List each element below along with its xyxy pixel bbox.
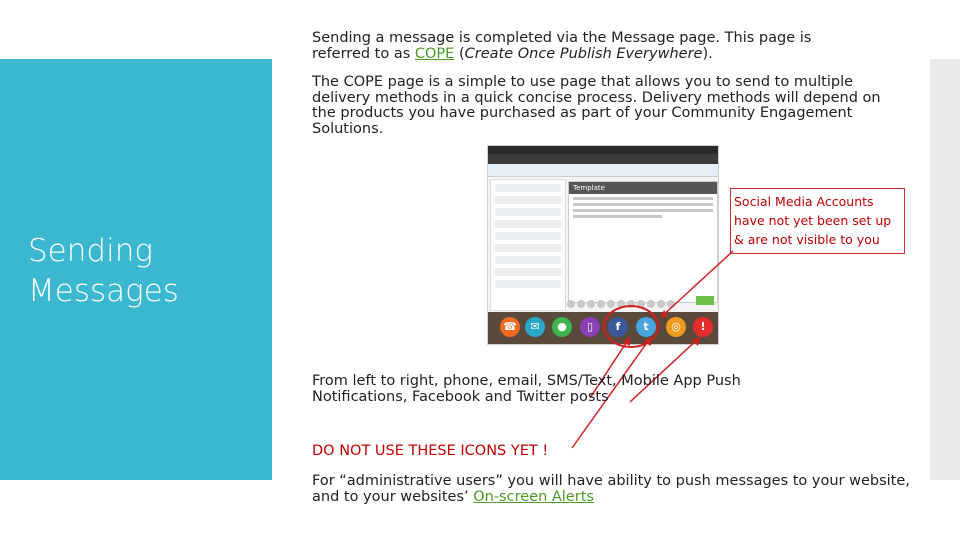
intro-text-end: ).	[702, 45, 713, 62]
alert-icon[interactable]: !	[693, 317, 713, 337]
admin-paragraph	[312, 474, 912, 505]
cope-description: The COPE page is a simple to use page that allows you to send to multiple delivery methods in a quick concise process. Delivery methods will depend on the products you have purchased as part of your Community Engagement Solutions.	[312, 74, 881, 137]
phone-icon[interactable]: ☎	[500, 317, 520, 337]
section-title-line1: Sending	[28, 233, 153, 269]
arrowhead-facebook	[623, 337, 630, 346]
cope-link[interactable]: COPE	[414, 45, 455, 62]
warning-text: DO NOT USE THESE ICONS YET !	[312, 443, 549, 459]
facebook-icon[interactable]: f	[608, 317, 628, 337]
section-title-line2: Messages	[28, 273, 179, 309]
social-media-callout: Social Media Accounts have not yet been set up & are not visible to you	[730, 188, 905, 254]
icon-description: From left to right, phone, email, SMS/Text, Mobile App Push Notifications, Facebook and Twitter posts	[312, 373, 741, 405]
template-header: Template	[569, 182, 717, 194]
email-icon[interactable]: ✉	[525, 317, 545, 337]
sms-icon[interactable]: ●	[552, 317, 572, 337]
intro-text-paren: (	[454, 45, 465, 62]
arrowhead-website	[692, 337, 700, 346]
arrow-callout-to-icons	[660, 251, 733, 318]
cope-expansion: Create Once Publish Everywhere	[464, 45, 703, 62]
twitter-icon[interactable]: t	[636, 317, 656, 337]
mobile-push-icon[interactable]: ▯	[580, 317, 600, 337]
admin-text: For “administrative users” you will have ability to push messages to your website, and to your websites’	[312, 473, 910, 505]
intro-text: Sending a message is completed via the Message page. This page is referred to as	[312, 30, 812, 62]
website-icon[interactable]: ◎	[666, 317, 686, 337]
onscreen-alerts-link[interactable]: On-screen Alerts	[473, 488, 594, 505]
